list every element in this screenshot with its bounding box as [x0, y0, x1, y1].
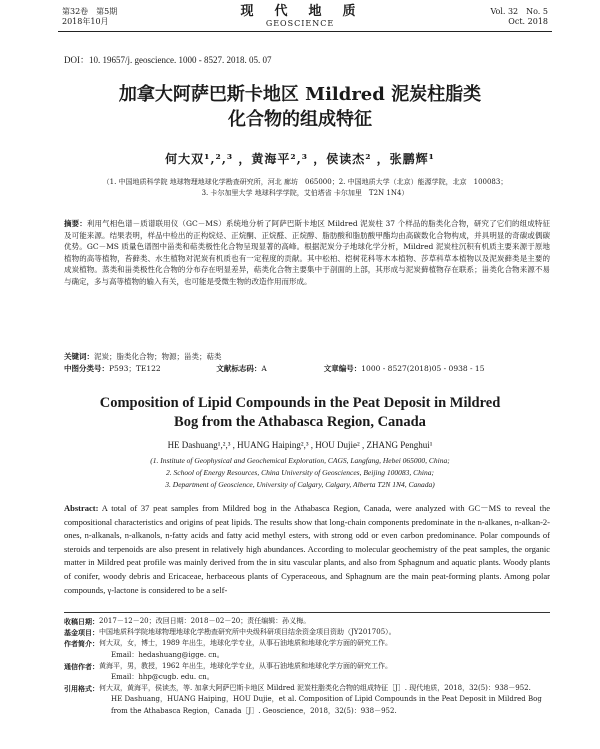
authors-zh: 何大双¹,²,³ ，黄海平²,³ ，侯读杰² ，张鹏辉¹ [165, 152, 435, 166]
abstract-en [64, 502, 550, 597]
article-no-label: 文章编号： [323, 364, 362, 373]
affiliation-en-line-1: (1. Institute of Geophysical and Geochemical Exploration, CAGS, Langfang, Hebei 065000, China; [150, 456, 450, 465]
article-no-value: 1000 - 8527(2018)05 - 0938 - 15 [361, 364, 485, 373]
keywords-zh [64, 351, 550, 362]
footnote-citation-en: HE Dashuang，HUANG Haiping，HOU Dujie，et al. Composition of Lipid Compounds in the Peat Deposit in Mildred Bog from the Athabasca Region，Canada［J］. Geoscience，2018，32(5)：938－952. [111, 695, 542, 715]
affiliations-zh [70, 177, 540, 199]
affiliation-zh-line-1: （1. 中国地质科学院 地球物理地球化学勘查研究所，河北 廊坊 065000；2. 中国地质大学（北京）能源学院，北京 100083； [102, 178, 508, 186]
footnote-funding: 基金项目： 中国地质科学院地球物理地球化学勘查研究所中央级科研项目结余资金项目资助（JY201705）。 [64, 628, 396, 638]
abstract-en-text: A total of 37 peat samples from Mildred bog in the Athabasca Region, Canada, were analyzed with GC－MS to reveal the compositional characteristics and origins of peat lipids. The results show that long-chain components predominate in the n-alkanes, n-alkan-2-ones, n-alkanals, n-alkanols, n-fatty acids and fatty acid methyl esters, with strong odd or even carbon predominance. Polar compounds of steroids and terpenoids are also present in relatively high abundances. According to molecular geochemistry of the peat samples, the organic matter in Mildred peat profile was mainly derived from the in situ vascular plants, and also from Sphagnum and aquatic plants. Woody plants of conifer, woody debris and Ericaceae, herbaceous plants of Cyperaceous, and Sphagnum are the main peat-forming plants. Among polar compounds, γ-lactone is considered to be a self- [64, 503, 550, 595]
title-en-line-2: Bog from the Athabasca Region, Canada [174, 414, 426, 430]
keywords-zh-label: 关键词： [64, 352, 94, 361]
journal-name-zh: 现 代 地 质 [240, 4, 360, 19]
volume-issue-en: Vol. 32 No. 5 [490, 7, 548, 16]
footnote-corresponding-email[interactable]: Email：hhp@cugb. edu. cn。 [111, 673, 214, 682]
abstract-en-label: Abstract: [64, 503, 99, 513]
volume-issue-zh: 第32卷 第5期 [62, 7, 118, 16]
footnote-received: 收稿日期： 2017－12－20；改回日期：2018－02－20；责任编辑：孙义梅。 [64, 617, 311, 626]
affiliation-zh-line-2: 3. 卡尔加里大学 地球科学学院，艾伯塔省 卡尔加里 T2N 1N4） [201, 189, 409, 197]
footnote-corresponding: 通信作者： 黄海平，男，教授，1962 年出生，地球化学专业，从事石油地质和地球化学方面的研究工作。 [64, 661, 393, 671]
title-zh-line-2: 化合物的组成特征 [228, 109, 372, 130]
abstract-zh [64, 218, 550, 287]
footnote-author-bio: 作者简介： 何大双，女，博士，1989 年出生，地球化学专业，从事石油地质和地球化学方面的研究工作。 [64, 639, 393, 649]
clc-value: P593；TE122 [109, 364, 161, 373]
header-volume-en [490, 7, 548, 27]
affiliation-en-line-3: 3. Department of Geoscience, University of Calgary, Calgary, Alberta T2N 1N4, Canada) [165, 480, 435, 489]
keywords-zh-text: 泥炭；脂类化合物；物源；甾类；萜类 [94, 352, 222, 361]
doc-code-value: A [261, 364, 267, 373]
authors-en: HE Dashuang¹,²,³ , HUANG Haiping²,³ , HOU Dujie² , ZHANG Penghui¹ [167, 440, 433, 450]
title-en [0, 394, 600, 432]
abstract-zh-text: 利用气相色谱－质谱联用仪（GC－MS）系统地分析了阿萨巴斯卡地区 Mildred 泥炭柱 37 个样品的脂类化合物，研究了它们的组成特征及可能来源。结果表明，样品中检出的正构烷烃、正烷酮、正烷醛、正烷醇、脂肪酸和脂肪酸甲酯均由高碳数化合物构成，并具明显的奇碳或偶碳优势。GC－MS 质量色谱图中甾类和萜类极性化合物呈现显著的高峰。根据泥炭分子地球化学分析，Mildred 泥炭柱沉积有机质主要来源于原地植物的高等植物，苔藓类、水生植物对泥炭有机质也有一定程度的贡献。其中松柏、桤树花科等木本植物、莎草科草本植物以及泥炭藓类是主要的成炭植物。蒸类和甾类极性化合物的分布存在明显差异，萜类化合物主要集中于剖面的上部，其形成与泥炭藓植物存在联系；甾类化合物来源不易与确定，多与高等植物的输入有关，也可能是受微生物的改造作用而形成。 [64, 219, 550, 286]
footnote-author-email[interactable]: Email：hedashuang@igge. cn。 [111, 650, 224, 659]
footnote-rule [64, 612, 550, 613]
journal-name-en: GEOSCIENCE [265, 19, 335, 28]
title-zh-line-1: 加拿大阿萨巴斯卡地区 Mildred 泥炭柱脂类 [118, 84, 482, 105]
affiliation-en-line-2: 2. School of Energy Resources, China University of Geosciences, Beijing 100083, China; [166, 468, 434, 477]
header-rule [58, 31, 552, 32]
footnote-citation-zh: 引用格式： 何大双，黄海平，侯读杰，等. 加拿大阿萨巴斯卡地区 Mildred 泥炭柱脂类化合物的组成特征［J］. 现代地质，2018，32(5)：938－952. [64, 684, 531, 694]
footnotes [64, 616, 550, 717]
classification-line [64, 363, 550, 374]
date-en: Oct. 2018 [508, 17, 548, 26]
title-zh [0, 82, 600, 132]
doi[interactable]: DOI：10. 19657/j. geoscience. 1000 - 8527. 2018. 05. 07 [64, 55, 272, 65]
affiliations-en [0, 455, 600, 491]
doc-code-label: 文献标志码： [216, 364, 262, 373]
abstract-zh-label: 摘要： [64, 219, 87, 228]
title-en-line-1: Composition of Lipid Compounds in the Peat Deposit in Mildred [99, 395, 501, 411]
clc-label: 中图分类号： [64, 364, 109, 373]
date-zh: 2018年10月 [62, 17, 109, 26]
